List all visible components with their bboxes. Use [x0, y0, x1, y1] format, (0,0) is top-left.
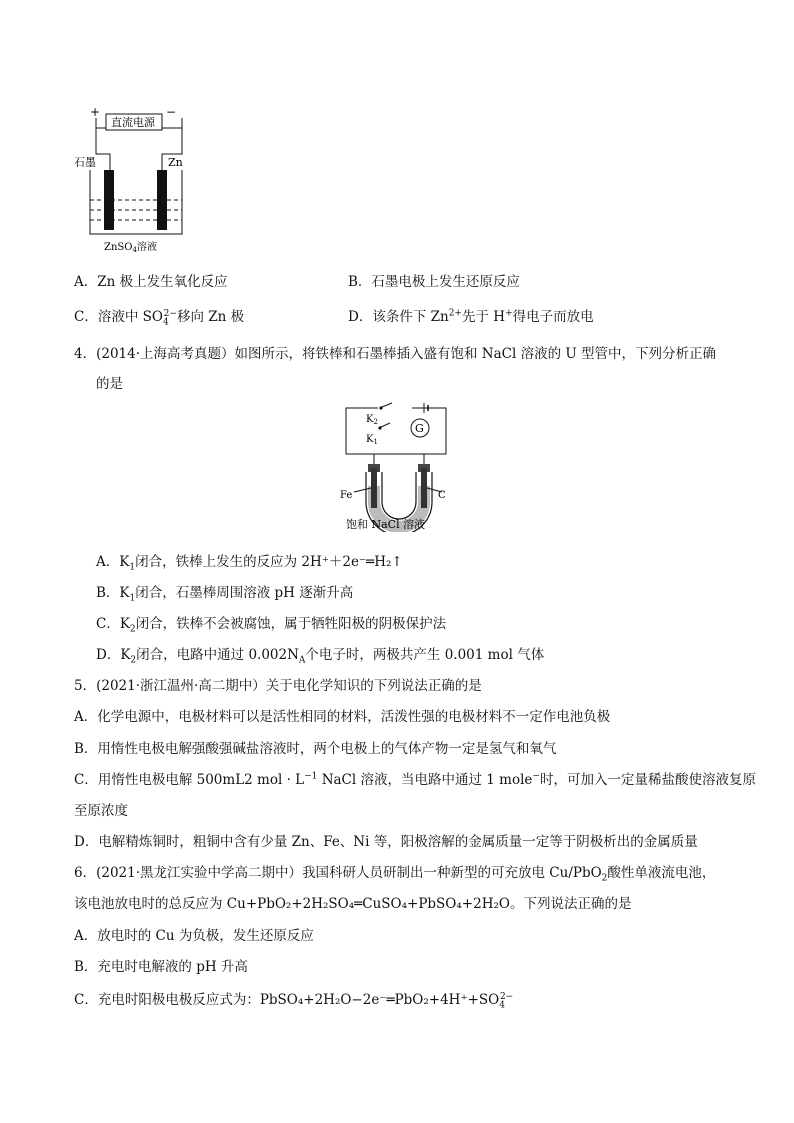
plus-sign: + [90, 105, 101, 119]
q5-option-c-line2: 至原浓度 [74, 803, 128, 819]
q3-option-b: B．石墨电极上发生还原反应 [348, 274, 520, 290]
zn-label: Zn [168, 156, 183, 169]
c-label: C [438, 490, 446, 501]
q4-option-b: B．$K_1$闭合，石墨棒周围溶液 pH 逐渐升高 [96, 585, 354, 604]
q5-option-c-line1: C．用惰性电极电解 500mL2 mol · $L^{-1}$ NaCl 溶液，当电路中通过 1 mole−时，可加入一定量稀盐酸使溶液复原 [74, 771, 756, 788]
q5-option-b: B．用惰性电极电解强酸强碱盐溶液时，两个电极上的气体产物一定是氢气和氧气 [74, 741, 557, 757]
u-tube-caption: 饱和 NaCl 溶液 [346, 518, 426, 531]
k1-label: $K_1$ [366, 434, 378, 446]
q5-option-d: D．电解精炼铜时，粗铜中含有少量 Zn、Fe、Ni 等，阳极溶解的金属质量一定等于阴极析出的金属质量 [74, 834, 698, 850]
q5-stem: 5．(2021·浙江温州·高二期中）关于电化学知识的下列说法正确的是 [74, 678, 482, 694]
galvanometer-label: G [415, 422, 424, 435]
q6-stem-line1: 6．(2021·黑龙江实验中学高二期中）我国科研人员研制出一种新型的可充放电 Cu/PbO$_2$酸性单液流电池， [74, 865, 716, 884]
graphite-label: 石墨 [74, 156, 96, 169]
q4-stem-line2: 的是 [96, 376, 123, 392]
q3-option-a: A．Zn 极上发生氧化反应 [74, 274, 228, 290]
q6-option-b: B．充电时电解液的 pH 升高 [74, 959, 248, 975]
q4-stem-line1: 4．(2014·上海高考真题）如图所示，将铁棒和石墨棒插入盛有饱和 NaCl 溶液的 U 型管中，下列分析正确 [74, 346, 717, 362]
q4-option-d: D．$K_2$闭合，电路中通过 $0.002N_A$个电子时，两极共产生 0.001 mol 气体 [96, 647, 545, 666]
electrolysis-cell-figure [70, 104, 200, 256]
q3-option-c: C．溶液中 $SO_4^{2-}$移向 Zn 极 [74, 308, 245, 328]
fe-rod [371, 468, 377, 508]
q6-option-c: C．充电时阳极电极反应式为：$PbSO_4+2H_2O-2e^-═PbO_2+4H^++SO_4^{2-}$ [74, 991, 514, 1011]
u-tube-cell-figure [338, 402, 456, 532]
fe-label: Fe [340, 490, 353, 501]
zn-electrode [157, 170, 167, 230]
q6-option-a: A．放电时的 Cu 为负极，发生还原反应 [74, 928, 314, 944]
carbon-rod [421, 468, 427, 508]
q4-option-a: A．$K_1$闭合，铁棒上发生的反应为 2H⁺＋2e⁻═H₂↑ [96, 554, 403, 573]
k2-label: $K_2$ [366, 414, 378, 426]
q6-stem-line2: 该电池放电时的总反应为 Cu+PbO₂+2H₂SO₄═CuSO₄+PbSO₄+2H₂O。下列说法正确的是 [74, 896, 632, 912]
solution-caption: ZnSO$_4$溶液 [104, 242, 157, 254]
q4-option-c: C．$K_2$闭合，铁棒不会被腐蚀，属于牺牲阳极的阴极保护法 [96, 616, 447, 635]
graphite-electrode [104, 170, 114, 230]
q5-option-a: A．化学电源中，电极材料可以是活性相同的材料，活泼性强的电极材料不一定作电池负极 [74, 709, 611, 725]
minus-sign: − [166, 105, 177, 119]
power-source-label: 直流电源 [111, 116, 155, 129]
q3-option-d: D．该条件下 $Zn^{2+}$先于 H+得电子而放电 [348, 308, 594, 325]
